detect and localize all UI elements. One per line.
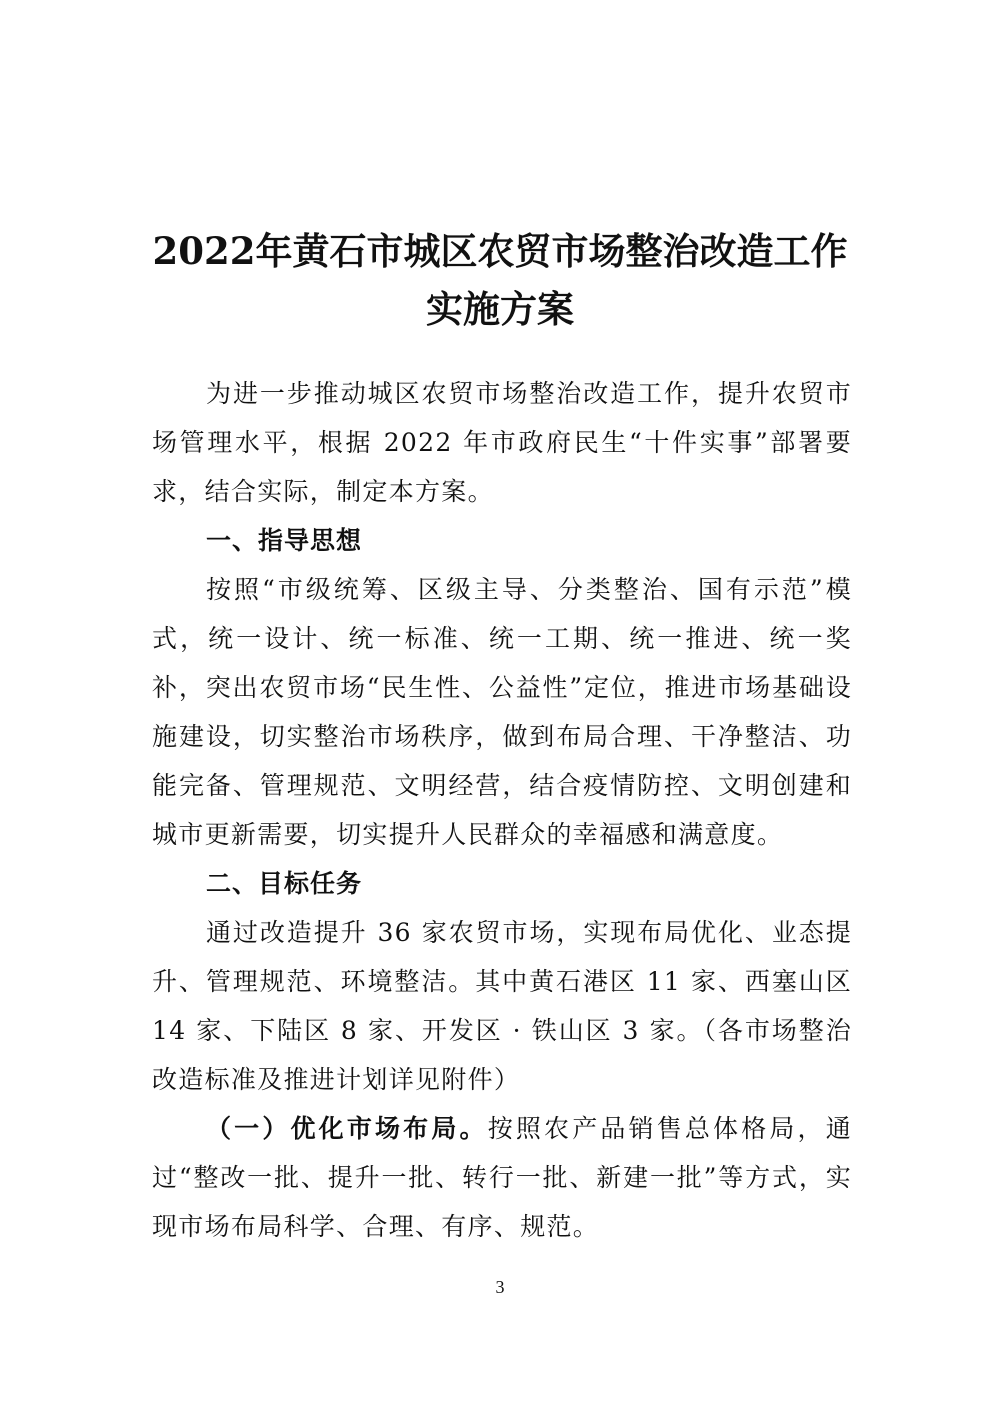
section-heading-guiding-ideology: 一、指导思想 xyxy=(206,526,363,555)
intro-paragraph: 为进一步推动城区农贸市场整治改造工作，提升农贸市场管理水平，根据 2022 年市政府民生“十件实事”部署要求，结合实际，制定本方案。 xyxy=(152,379,852,506)
item-optimize-layout-text: 按照农产品销售总体格局，通过“整改一批、提升一批、转行一批、新建一批”等方式，实现市场布局科学、合理、有序、规范。 xyxy=(152,1114,852,1241)
page-number: 3 xyxy=(495,1277,505,1297)
item-optimize-layout xyxy=(152,1104,852,1251)
objectives-paragraph: 通过改造提升 36 家农贸市场，实现布局优化、业态提升、管理规范、环境整洁。其中黄石港区 11 家、西塞山区 14 家、下陆区 8 家、开发区 · 铁山区 3 家。（各市场整治改造标准及推进计划详见附件） xyxy=(152,918,852,1094)
guiding-ideology-paragraph: 按照“市级统筹、区级主导、分类整治、国有示范”模式，统一设计、统一标准、统一工期、统一推进、统一奖补，突出农贸市场“民生性、公益性”定位，推进市场基础设施建设，切实整治市场秩序，做到布局合理、干净整洁、功能完备、管理规范、文明经营，结合疫情防控、文明创建和城市更新需要，切实提升人民群众的幸福感和满意度。 xyxy=(152,575,852,849)
document-title xyxy=(0,222,1000,338)
title-line-1: 2022年黄石市城区农贸市场整治改造工作 xyxy=(152,229,848,273)
item-optimize-layout-title: （一）优化市场布局。 xyxy=(206,1114,488,1143)
section-heading-objectives: 二、目标任务 xyxy=(206,869,363,898)
title-line-2: 实施方案 xyxy=(426,287,574,331)
document-body xyxy=(152,369,852,1251)
